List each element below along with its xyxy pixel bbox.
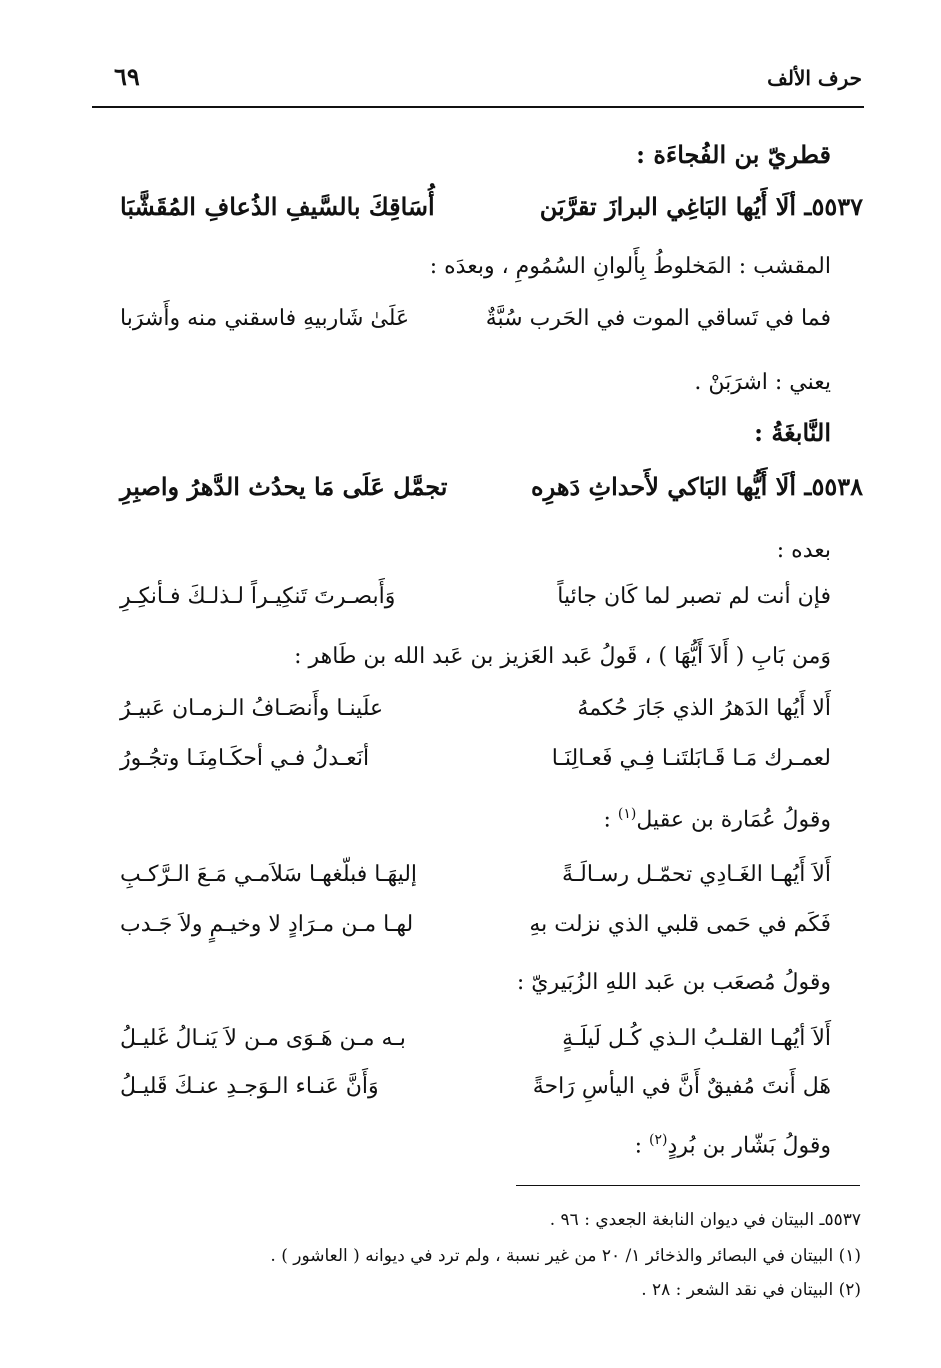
umara-verse2-first-hemistich: فَكَم في حَمى قلبي الذي نزلت بهِ	[529, 912, 831, 937]
musab-verse1-second-hemistich: بـه مـن هَـوَى مـن لاَ يَنـالُ غَليـلُ	[120, 1026, 406, 1051]
musab-verse1-first-hemistich: أَلاَ أيُهـا القلـبُ الـذي كُـل لَيلَـةٍ	[562, 1026, 831, 1051]
musab-verse2-second-hemistich: وَأَنَّ عَنـاء الـوَجـدِ عنـكَ قَليـلُ	[120, 1074, 379, 1099]
umara-intro-text: وقولُ عُمَارة بن عقيل	[636, 807, 831, 833]
footnote-1: (١) البيتان في البصائر والذخائر ١/ ٢٠ من غير نسبة ، ولم ترد في ديوانه ( العاشور ) .	[270, 1246, 861, 1266]
umara-verse1-second-hemistich: إليهَـا فبلّغهـا سَلاَمـي مَـعَ الـرَّكـبِ	[120, 862, 418, 887]
running-head: حرف الألف	[767, 66, 862, 90]
abd-verse2-first-hemistich: لعمـرك مَـا قَـابَلتَنـا فِـي فَعـالِنَـا	[551, 746, 831, 771]
bashshar-intro-colon: :	[634, 1133, 650, 1159]
header-rule	[92, 106, 864, 108]
min-bab-intro: وَمن بَابِ ( أَلاَ أَيُّهَا ) ، قَولُ عَبد العَزيز بن عَبد الله بن طَاهر :	[294, 644, 831, 669]
abd-verse2-second-hemistich: أنَعـدلُ فـي أحكَـامِنَـا وتجُـورُ	[120, 746, 370, 771]
verse-fain-second-hemistich: وَأَبصـرتَ تَنكِيـراً لـذلـكَ فـأنكِـرِ	[120, 584, 396, 609]
umara-intro-colon: :	[603, 807, 618, 833]
footnote-5537: ٥٥٣٧ـ البيتان في ديوان النابغة الجعدي : ٩٦ .	[549, 1210, 861, 1230]
footnote-2: (٢) البيتان في نقد الشعر : ٢٨ .	[641, 1280, 861, 1300]
gloss-muqashshab: المقشب : المَخلوطُ بِأَلوانِ السُمُومِ ، وبعدَه :	[429, 254, 831, 279]
verse-5537-first-hemistich: ٥٥٣٧ـ ألَا أَيُها البَاغِي البرازَ تقرَّبَن	[539, 192, 863, 221]
footnote-rule	[516, 1185, 860, 1186]
bashshar-intro-text: وقولُ بَشّار بن بُردٍ	[667, 1133, 831, 1159]
verse-fama-first-hemistich: فما في تَساقي الموت في الحَرب سُبَّةٌ	[485, 306, 831, 331]
poet-heading-qatari: قطريّ بن الفُجاءَة :	[636, 140, 831, 169]
verse-fain-first-hemistich: فإن أنت لم تصبر لما كَان جائياً	[557, 584, 831, 609]
bashshar-intro	[635, 1132, 831, 1158]
verse-fama-second-hemistich: عَلَىٰ شَاربيهِ فاسقني منه وأَشرَبا	[120, 306, 410, 331]
verse-5537-second-hemistich: أُسَاقِكَ بالسَّيفِ الذُعافِ المُقَشَّبَا	[120, 192, 435, 221]
page-number: ٦٩	[114, 62, 140, 91]
page-header	[92, 62, 862, 98]
umara-verse1-first-hemistich: أَلاَ أَيُهـا الغَـادِي تحمّـل رسـالَـةً	[561, 862, 831, 887]
poet-heading-nabigha: النَّابغَةُ :	[754, 418, 831, 447]
badahu-label: بعده :	[776, 538, 831, 563]
footnote-ref-2: (٢)	[649, 1132, 668, 1148]
verse-5538-first-hemistich: ٥٥٣٨ـ ألَا أَيُّها البَاكي لأَحداثِ دَهرِه	[531, 472, 863, 501]
footnote-ref-1: (١)	[617, 806, 637, 822]
verse-5538-second-hemistich: تجمَّل عَلَى مَا يحدُث الدَّهرُ واصبِرِ	[120, 472, 448, 501]
umara-verse2-second-hemistich: لهـا مـن مـرَادٍ لا وخيـمٍ ولاَ جَـدب	[120, 912, 414, 937]
musab-verse2-first-hemistich: هَل أَنتَ مُفيقٌ أَنَّ في اليأسِ رَاحةً	[532, 1074, 831, 1099]
abd-verse1-first-hemistich: أَلا أَيُها الدَهرُ الذي جَارَ حُكمهُ	[577, 696, 831, 721]
gloss-yani: يعني : اشرَبَنْ .	[694, 370, 831, 395]
umara-intro	[604, 806, 831, 832]
abd-verse1-second-hemistich: علَينـا وأَنصَـافُ الـزمـان عَبيـرُ	[120, 696, 384, 721]
musab-intro: وقولُ مُصعَب بن عَبد اللهِ الزُبَيريّ :	[516, 970, 831, 995]
